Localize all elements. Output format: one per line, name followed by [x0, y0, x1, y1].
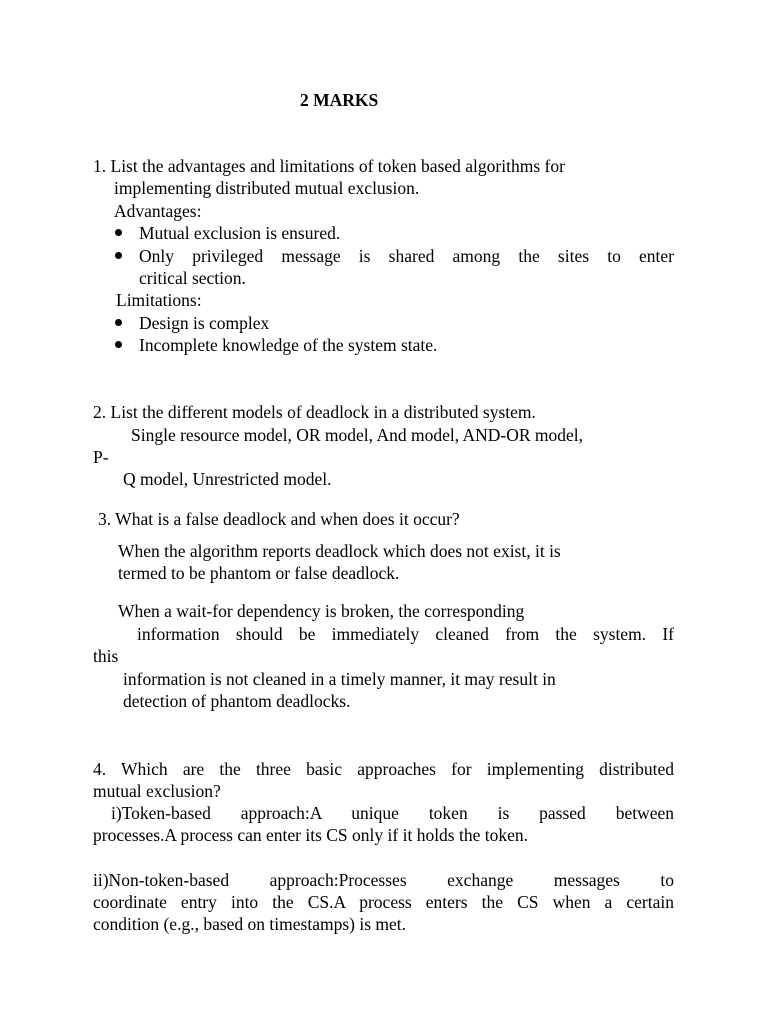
- q4-question-line1: 4. Which are the three basic approaches for implementing distributed: [93, 759, 674, 779]
- q4-answer-ii-line2: coordinate entry into the CS.A process enters the CS when a certain: [93, 892, 674, 912]
- q3-answer-p2-line1: When a wait-for dependency is broken, the corresponding: [118, 601, 525, 621]
- q1-question-line1: 1. List the advantages and limitations of token based algorithms for: [93, 156, 565, 176]
- q2-answer-line2: P-: [93, 447, 109, 467]
- q1-limitation-1: Design is complex: [139, 313, 270, 333]
- q1-advantage-2-line2: critical section.: [139, 268, 246, 288]
- q3-answer-p2-line4: information is not cleaned in a timely manner, it may result in: [123, 669, 556, 689]
- q3-answer-p1-line1: When the algorithm reports deadlock which does not exist, it is: [118, 541, 561, 561]
- bullet-icon: [115, 319, 122, 326]
- q3-answer-p2-line5: detection of phantom deadlocks.: [123, 691, 351, 711]
- q4-answer-ii-line3: condition (e.g., based on timestamps) is met.: [93, 914, 407, 934]
- q1-question-line2: implementing distributed mutual exclusion.: [114, 178, 420, 198]
- q1-advantage-1: Mutual exclusion is ensured.: [139, 223, 341, 243]
- bullet-icon: [115, 341, 122, 348]
- q4-question-line2: mutual exclusion?: [93, 781, 221, 801]
- q3-answer-p2-line2: information should be immediately cleaned from the system. If: [137, 624, 674, 644]
- q1-advantage-2-line1: Only privileged message is shared among the sites to enter: [139, 246, 674, 266]
- q1-advantages-label: Advantages:: [114, 201, 202, 221]
- bullet-icon: [115, 252, 122, 259]
- q4-answer-i-line1: i)Token-based approach:A unique token is passed between: [111, 803, 674, 823]
- q3-answer-p1-line2: termed to be phantom or false deadlock.: [118, 563, 400, 583]
- q2-answer-line1: Single resource model, OR model, And model, AND-OR model,: [131, 425, 584, 445]
- bullet-icon: [115, 229, 122, 236]
- q3-answer-p2-line3: this: [93, 646, 119, 666]
- q4-answer-ii-line1: ii)Non-token-based approach:Processes exchange messages to: [93, 870, 674, 890]
- q3-question: 3. What is a false deadlock and when does it occur?: [98, 509, 460, 529]
- q4-answer-i-line2: processes.A process can enter its CS only if it holds the token.: [93, 825, 528, 845]
- q1-limitations-label: Limitations:: [116, 290, 202, 310]
- q2-answer-line3: Q model, Unrestricted model.: [123, 469, 332, 489]
- q2-question: 2. List the different models of deadlock in a distributed system.: [93, 402, 536, 422]
- q1-limitation-2: Incomplete knowledge of the system state.: [139, 335, 438, 355]
- page-title: 2 MARKS: [300, 90, 379, 110]
